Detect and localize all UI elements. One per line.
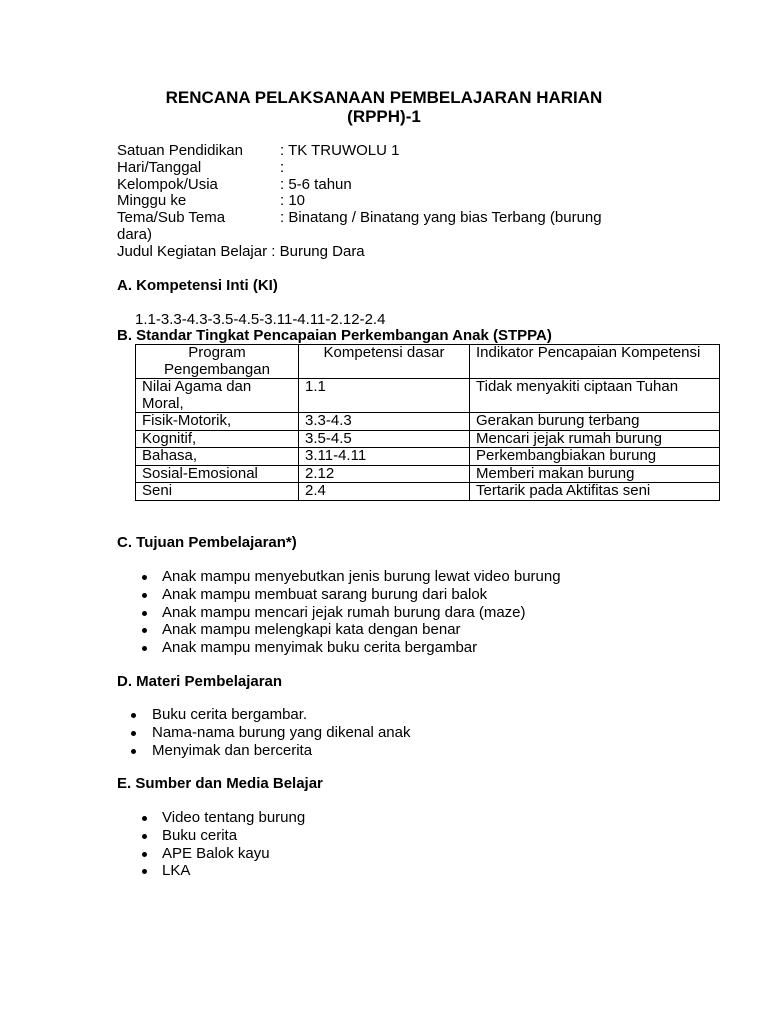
table-cell: Sosial-Emosional: [136, 465, 299, 483]
kelompok-value: : 5-6 tahun: [280, 175, 352, 193]
judul-kegiatan: Judul Kegiatan Belajar : Burung Dara: [117, 242, 365, 260]
list-item-text: Video tentang burung: [162, 809, 306, 826]
header-indikator: Indikator Pencapaian Kompetensi: [470, 345, 720, 379]
document-title-line2: (RPPH)-1: [347, 107, 421, 126]
meta-row-kelompok: [117, 177, 637, 194]
bullet-icon: [142, 593, 147, 598]
table-cell: Kognitif,: [136, 430, 299, 448]
meta-row-tema: [117, 210, 637, 227]
table-row: [136, 430, 720, 448]
bullet-icon: [142, 575, 147, 580]
list-item-text: LKA: [162, 862, 191, 880]
kompetensi-inti-value: 1.1-3.3-4.3-3.5-4.5-3.11-4.11-2.12-2.4: [135, 311, 386, 328]
list-item: [162, 639, 561, 657]
list-item-text: Menyimak dan bercerita: [152, 741, 313, 759]
minggu-value: : 10: [280, 192, 306, 210]
list-item: [162, 604, 561, 622]
table-header-row: [136, 345, 720, 379]
table-cell: Mencari jejak rumah burung: [470, 430, 720, 448]
satuan-label: Satuan Pendidikan: [117, 142, 243, 159]
table-cell: 3.5-4.5: [299, 430, 470, 448]
list-item: [162, 845, 305, 863]
table-cell: 2.4: [299, 483, 470, 501]
table-cell: 3.3-4.3: [299, 413, 470, 431]
list-item-text: Anak mampu menyimak buku cerita bergambar: [162, 639, 478, 657]
identity-block: [117, 143, 637, 261]
tema-label: Tema/Sub Tema: [117, 209, 226, 227]
table-cell: Nilai Agama dan Moral,: [136, 379, 299, 413]
list-item: [162, 809, 305, 827]
list-item: [162, 568, 561, 586]
list-item-text: APE Balok kayu: [162, 844, 270, 862]
tema-value: : Binatang / Binatang yang bias Terbang (burung: [280, 209, 602, 227]
list-item: [152, 706, 411, 724]
header-kompetensi: Kompetensi dasar: [299, 345, 470, 379]
list-item-text: Anak mampu melengkapi kata dengan benar: [162, 621, 461, 639]
list-item-text: Buku cerita bergambar.: [152, 706, 308, 723]
table-row: [136, 465, 720, 483]
bullet-icon: [142, 869, 147, 874]
tema-value-wrap: dara): [117, 225, 153, 243]
header-program: Program Pengembangan: [136, 345, 299, 379]
meta-row-hari: [117, 160, 637, 177]
bullet-icon: [142, 816, 147, 821]
table-cell: 3.11-4.11: [299, 448, 470, 466]
list-item: [152, 724, 411, 742]
bullet-icon: [131, 731, 136, 736]
minggu-label: Minggu ke: [117, 192, 187, 210]
section-b-heading: B. Standar Tingkat Pencapaian Perkembangan Anak (STPPA): [117, 327, 552, 344]
section-d-heading: D. Materi Pembelajaran: [117, 673, 283, 690]
satuan-value: : TK TRUWOLU 1: [280, 142, 400, 159]
table-cell: 2.12: [299, 465, 470, 483]
hari-value: :: [280, 158, 285, 176]
list-item-text: Anak mampu menyebutkan jenis burung lewat video burung: [162, 568, 561, 585]
meta-row-minggu: [117, 193, 637, 210]
bullet-icon: [142, 834, 147, 839]
list-item: [162, 586, 561, 604]
section-c-heading: C. Tujuan Pembelajaran*): [117, 534, 297, 551]
bullet-icon: [142, 628, 147, 633]
list-item: [162, 827, 305, 845]
section-a-heading: A. Kompetensi Inti (KI): [117, 277, 278, 294]
table-cell: Tertarik pada Aktifitas seni: [470, 483, 720, 501]
sumber-media-list: [162, 809, 305, 880]
table-cell: Tidak menyakiti ciptaan Tuhan: [470, 379, 720, 413]
table-cell: 1.1: [299, 379, 470, 413]
stppa-table: [135, 344, 720, 501]
materi-list: [152, 706, 411, 759]
section-e-heading: E. Sumber dan Media Belajar: [117, 775, 323, 792]
list-item: [162, 621, 561, 639]
bullet-icon: [142, 646, 147, 651]
list-item-text: Nama-nama burung yang dikenal anak: [152, 723, 411, 741]
document-title-line1: RENCANA PELAKSANAAN PEMBELAJARAN HARIAN: [165, 88, 603, 107]
list-item-text: Buku cerita: [162, 826, 238, 844]
list-item: [152, 742, 411, 760]
tujuan-list: [162, 568, 561, 657]
list-item: [162, 862, 305, 880]
bullet-icon: [142, 611, 147, 616]
table-row: [136, 448, 720, 466]
bullet-icon: [131, 713, 136, 718]
table-cell: Gerakan burung terbang: [470, 413, 720, 431]
meta-row-satuan: [117, 143, 637, 160]
table-cell: Memberi makan burung: [470, 465, 720, 483]
table-cell: Fisik-Motorik,: [136, 413, 299, 431]
table-cell: Seni: [136, 483, 299, 501]
table-cell: Perkembangbiakan burung: [470, 448, 720, 466]
list-item-text: Anak mampu membuat sarang burung dari balok: [162, 585, 488, 603]
table-cell: Bahasa,: [136, 448, 299, 466]
list-item-text: Anak mampu mencari jejak rumah burung dara (maze): [162, 603, 526, 621]
table-row: [136, 483, 720, 501]
bullet-icon: [131, 749, 136, 754]
bullet-icon: [142, 852, 147, 857]
hari-label: Hari/Tanggal: [117, 158, 202, 176]
table-row: [136, 379, 720, 413]
kelompok-label: Kelompok/Usia: [117, 175, 218, 193]
table-row: [136, 413, 720, 431]
